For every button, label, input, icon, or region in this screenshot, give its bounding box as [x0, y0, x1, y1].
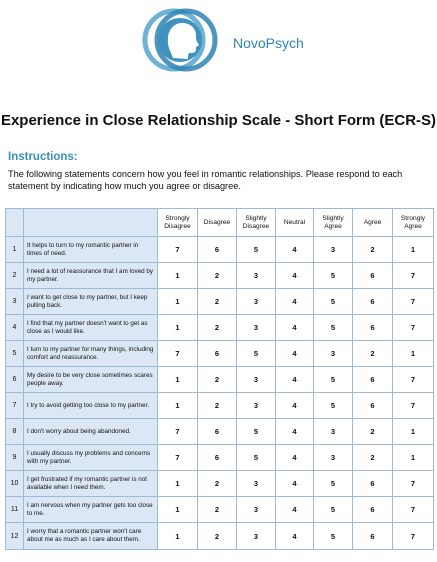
head-profile-circles-icon [140, 6, 220, 74]
score-cell[interactable]: 7 [393, 497, 434, 523]
score-cell[interactable]: 6 [198, 237, 237, 263]
table-row [6, 341, 434, 367]
score-cell[interactable]: 7 [393, 315, 434, 341]
score-cell[interactable]: 3 [314, 341, 353, 367]
table-row [6, 393, 434, 419]
item-statement: I want to get close to my partner, but I keep pulling back. [24, 289, 158, 315]
score-cell[interactable]: 1 [393, 445, 434, 471]
item-statement: I don't worry about being abandoned. [24, 419, 158, 445]
instructions-heading: Instructions: [8, 151, 78, 163]
score-cell[interactable]: 4 [276, 367, 314, 393]
score-cell[interactable]: 1 [158, 523, 198, 550]
response-table [5, 208, 434, 550]
score-cell[interactable]: 4 [276, 523, 314, 550]
column-header: Strongly Agree [393, 209, 434, 237]
score-cell[interactable]: 2 [198, 523, 237, 550]
table-row [6, 419, 434, 445]
score-cell[interactable]: 4 [276, 237, 314, 263]
header-num-cell [6, 209, 24, 237]
item-statement: My desire to be very close sometimes scares people away. [24, 367, 158, 393]
score-cell[interactable]: 7 [393, 263, 434, 289]
score-cell[interactable]: 1 [158, 315, 198, 341]
score-cell[interactable]: 1 [158, 393, 198, 419]
score-cell[interactable]: 7 [393, 367, 434, 393]
item-number: 1 [6, 237, 24, 263]
column-header: Neutral [276, 209, 314, 237]
table-row [6, 367, 434, 393]
score-cell[interactable]: 1 [158, 471, 198, 497]
score-cell[interactable]: 4 [276, 289, 314, 315]
column-header: Slightly Disagree [237, 209, 276, 237]
column-header: Strongly Disagree [158, 209, 198, 237]
score-cell[interactable]: 3 [237, 393, 276, 419]
score-cell[interactable]: 5 [314, 523, 353, 550]
table-row [6, 289, 434, 315]
logo [140, 6, 220, 74]
score-cell[interactable]: 4 [276, 419, 314, 445]
score-cell[interactable]: 5 [237, 341, 276, 367]
item-number: 9 [6, 445, 24, 471]
item-number: 6 [6, 367, 24, 393]
score-cell[interactable]: 6 [353, 471, 393, 497]
score-cell[interactable]: 6 [198, 419, 237, 445]
score-cell[interactable]: 3 [237, 315, 276, 341]
score-cell[interactable]: 7 [393, 523, 434, 550]
table-row [6, 523, 434, 550]
score-cell[interactable]: 1 [158, 497, 198, 523]
score-cell[interactable]: 2 [198, 393, 237, 419]
item-statement: I usually discuss my problems and concerns with my partner. [24, 445, 158, 471]
instructions-text: The following statements concern how you feel in romantic relationships. Please respond to each statement by indicating how much you agree or disagree. [8, 169, 403, 191]
score-cell[interactable]: 2 [353, 419, 393, 445]
score-cell[interactable]: 1 [393, 341, 434, 367]
score-cell[interactable]: 4 [276, 471, 314, 497]
score-cell[interactable]: 4 [276, 341, 314, 367]
score-cell[interactable]: 3 [237, 367, 276, 393]
column-header: Disagree [198, 209, 237, 237]
score-cell[interactable]: 7 [393, 393, 434, 419]
table-row [6, 497, 434, 523]
column-header: Slightly Agree [314, 209, 353, 237]
table-body [6, 237, 434, 550]
item-number: 7 [6, 393, 24, 419]
score-cell[interactable]: 5 [314, 497, 353, 523]
page-title: Experience in Close Relationship Scale - Short Form (ECR-S) [0, 112, 437, 129]
score-cell[interactable]: 2 [353, 445, 393, 471]
score-cell[interactable]: 3 [237, 263, 276, 289]
score-cell[interactable]: 3 [314, 237, 353, 263]
score-cell[interactable]: 2 [353, 341, 393, 367]
item-number: 3 [6, 289, 24, 315]
item-number: 8 [6, 419, 24, 445]
item-number: 12 [6, 523, 24, 550]
score-cell[interactable]: 6 [198, 341, 237, 367]
score-cell[interactable]: 6 [198, 445, 237, 471]
score-cell[interactable]: 6 [353, 315, 393, 341]
score-cell[interactable]: 3 [237, 523, 276, 550]
item-statement: I find that my partner doesn't want to get as close as I would like. [24, 315, 158, 341]
score-cell[interactable]: 5 [314, 367, 353, 393]
score-cell[interactable]: 7 [158, 341, 198, 367]
score-cell[interactable]: 1 [393, 419, 434, 445]
item-statement: I worry that a romantic partner won't care about me as much as I care about them. [24, 523, 158, 550]
score-cell[interactable]: 7 [393, 289, 434, 315]
score-cell[interactable]: 2 [198, 315, 237, 341]
column-header: Agree [353, 209, 393, 237]
score-cell[interactable]: 5 [314, 315, 353, 341]
score-cell[interactable]: 6 [353, 367, 393, 393]
score-cell[interactable]: 6 [353, 497, 393, 523]
score-cell[interactable]: 6 [353, 263, 393, 289]
score-cell[interactable]: 3 [237, 289, 276, 315]
score-cell[interactable]: 4 [276, 263, 314, 289]
score-cell[interactable]: 5 [237, 419, 276, 445]
score-cell[interactable]: 4 [276, 393, 314, 419]
score-cell[interactable]: 5 [314, 289, 353, 315]
score-cell[interactable]: 2 [198, 497, 237, 523]
item-statement: It helps to turn to my romantic partner in times of need. [24, 237, 158, 263]
score-cell[interactable]: 2 [198, 263, 237, 289]
score-cell[interactable]: 2 [198, 367, 237, 393]
brand-name: NovoPsych [233, 35, 304, 51]
item-statement: I get frustrated if my romantic partner is not available when I need them. [24, 471, 158, 497]
score-cell[interactable]: 3 [314, 419, 353, 445]
score-cell[interactable]: 7 [393, 471, 434, 497]
score-cell[interactable]: 2 [198, 471, 237, 497]
item-statement: I am nervous when my partner gets too close to me. [24, 497, 158, 523]
score-cell[interactable]: 7 [158, 445, 198, 471]
table-row [6, 315, 434, 341]
score-cell[interactable]: 1 [158, 289, 198, 315]
score-cell[interactable]: 3 [237, 471, 276, 497]
score-cell[interactable]: 6 [353, 393, 393, 419]
item-statement: I turn to my partner for many things, including comfort and reassurance. [24, 341, 158, 367]
table-row [6, 471, 434, 497]
score-cell[interactable]: 5 [237, 237, 276, 263]
table-row [6, 445, 434, 471]
item-number: 2 [6, 263, 24, 289]
table-row [6, 263, 434, 289]
item-statement: I need a lot of reassurance that I am loved by my partner. [24, 263, 158, 289]
item-number: 4 [6, 315, 24, 341]
score-cell[interactable]: 3 [314, 445, 353, 471]
score-cell[interactable]: 7 [158, 419, 198, 445]
score-cell[interactable]: 4 [276, 315, 314, 341]
item-statement: I try to avoid getting too close to my partner. [24, 393, 158, 419]
score-cell[interactable]: 5 [314, 471, 353, 497]
score-cell[interactable]: 1 [393, 237, 434, 263]
score-cell[interactable]: 6 [353, 289, 393, 315]
header-statement-cell [24, 209, 158, 237]
score-cell[interactable]: 5 [314, 393, 353, 419]
score-cell[interactable]: 5 [314, 263, 353, 289]
score-cell[interactable]: 1 [158, 263, 198, 289]
score-cell[interactable]: 1 [158, 367, 198, 393]
score-cell[interactable]: 7 [158, 237, 198, 263]
score-cell[interactable]: 4 [276, 497, 314, 523]
score-cell[interactable]: 3 [237, 497, 276, 523]
score-cell[interactable]: 2 [353, 237, 393, 263]
item-number: 5 [6, 341, 24, 367]
table-header [6, 209, 434, 237]
score-cell[interactable]: 6 [353, 523, 393, 550]
score-cell[interactable]: 2 [198, 289, 237, 315]
score-cell[interactable]: 5 [237, 445, 276, 471]
item-number: 10 [6, 471, 24, 497]
table-row [6, 237, 434, 263]
score-cell[interactable]: 4 [276, 445, 314, 471]
item-number: 11 [6, 497, 24, 523]
